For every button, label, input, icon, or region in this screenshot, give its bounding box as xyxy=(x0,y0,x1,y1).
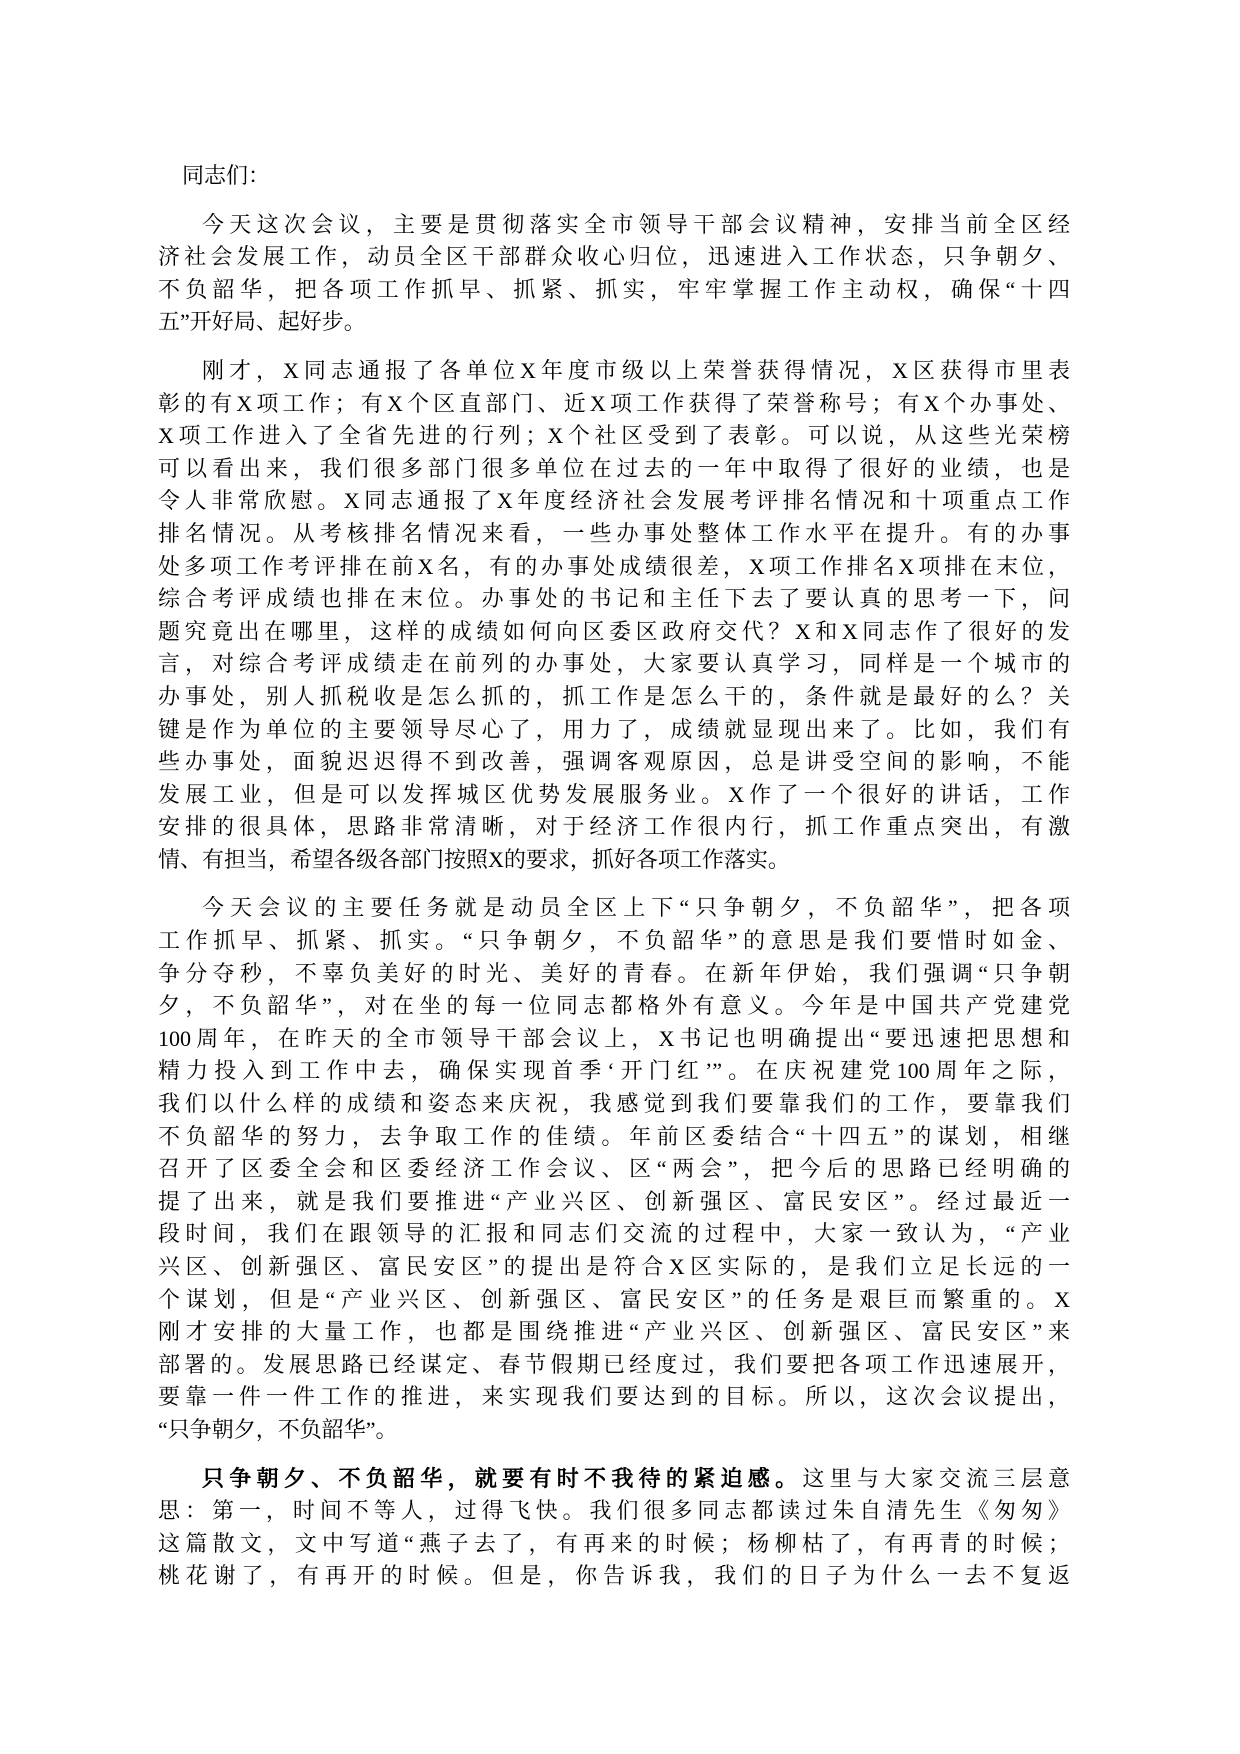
text-line: 这篇散文，文中写道“燕子去了，有再来的时候；杨柳枯了，有再青的时候； xyxy=(158,1530,1070,1556)
text-line: 彰的有X项工作；有X个区直部门、近X项工作获得了荣誉称号；有X个办事处、 xyxy=(158,390,1070,416)
text-line: 五”开好局、起好步。 xyxy=(158,309,366,335)
text-line: 争分夺秒，不辜负美好的时光、美好的青春。在新年伊始，我们强调“只争朝 xyxy=(158,960,1070,986)
text-line: 济社会发展工作，动员全区干部群众收心归位，迅速进入工作状态，只争朝夕、 xyxy=(158,244,1070,270)
text-line: 召开了区委全会和区委经济工作会议、区“两会”，把今后的思路已经明确的 xyxy=(158,1156,1070,1182)
text-line: 部署的。发展思路已经谋定、春节假期已经度过，我们要把各项工作迅速展开， xyxy=(158,1351,1070,1377)
text-line: 办事处，别人抓税收是怎么抓的，抓工作是怎么干的，条件就是最好的么？关 xyxy=(158,683,1070,709)
text-line: 情、有担当，希望各级各部门按照X的要求，抓好各项工作落实。 xyxy=(158,846,790,872)
text-line: 段时间，我们在跟领导的汇报和同志们交流的过程中，大家一致认为，“产业 xyxy=(158,1221,1070,1247)
text-line: 处多项工作考评排在前X名，有的办事处成绩很差，X项工作排名X项排在末位， xyxy=(158,553,1070,579)
text-line: 要靠一件一件工作的推进，来实现我们要达到的目标。所以，这次会议提出， xyxy=(158,1384,1070,1410)
bold-lead-text: 只争朝夕、不负韶华，就要有时不我待的紧迫感。 xyxy=(202,1465,803,1491)
document-body xyxy=(158,160,1070,1593)
text-line: 夕，不负韶华”，对在坐的每一位同志都格外有意义。今年是中国共产党建党 xyxy=(158,993,1070,1019)
text-line: 排名情况。从考核排名情况来看，一些办事处整体工作水平在提升。有的办事 xyxy=(158,520,1070,546)
text-line: 键是作为单位的主要领导尽心了，用力了，成绩就显现出来了。比如，我们有 xyxy=(158,716,1070,742)
text-line: “只争朝夕，不负韶华”。 xyxy=(158,1416,398,1442)
paragraph xyxy=(158,1463,1070,1593)
text-line: 思：第一，时间不等人，过得飞快。我们很多同志都读过朱自清先生《匆匆》 xyxy=(158,1498,1070,1524)
text-line: 刚才，X同志通报了各单位X年度市级以上荣誉获得情况，X区获得市里表 xyxy=(202,357,1070,383)
text-line: 只争朝夕、不负韶华，就要有时不我待的紧迫感。这里与大家交流三层意 xyxy=(202,1465,1070,1491)
paragraph xyxy=(158,892,1070,1446)
text-line: 今天这次会议，主要是贯彻落实全市领导干部会议精神，安排当前全区经 xyxy=(202,211,1070,237)
text-line: 今天会议的主要任务就是动员全区上下“只争朝夕，不负韶华”，把各项 xyxy=(202,895,1070,921)
text-line: 不负韶华，把各项工作抓早、抓紧、抓实，牢牢掌握工作主动权，确保“十四 xyxy=(158,276,1070,302)
text-line: X项工作进入了全省先进的行列；X个社区受到了表彰。可以说，从这些光荣榜 xyxy=(158,423,1070,449)
text-line: 提了出来，就是我们要推进“产业兴区、创新强区、富民安区”。经过最近一 xyxy=(158,1188,1070,1214)
text-line: 令人非常欣慰。X同志通报了X年度经济社会发展考评排名情况和十项重点工作 xyxy=(158,488,1070,514)
text-line: 刚才安排的大量工作，也都是围绕推进“产业兴区、创新强区、富民安区”来 xyxy=(158,1319,1070,1345)
text-line: 发展工业，但是可以发挥城区优势发展服务业。X作了一个很好的讲话，工作 xyxy=(158,781,1070,807)
text-line: 言，对综合考评成绩走在前列的办事处，大家要认真学习，同样是一个城市的 xyxy=(158,651,1070,677)
text-line: 工作抓早、抓紧、抓实。“只争朝夕，不负韶华”的意思是我们要惜时如金、 xyxy=(158,928,1070,954)
text-line: 个谋划，但是“产业兴区、创新强区、富民安区”的任务是艰巨而繁重的。X xyxy=(158,1286,1070,1312)
paragraph xyxy=(158,355,1070,877)
text-line: 100周年，在昨天的全市领导干部会议上，X书记也明确提出“要迅速把思想和 xyxy=(158,1025,1070,1051)
text-line: 综合考评成绩也排在末位。办事处的书记和主任下去了要认真的思考一下，问 xyxy=(158,586,1070,612)
text-line: 可以看出来，我们很多部门很多单位在过去的一年中取得了很好的业绩，也是 xyxy=(158,455,1070,481)
text-line: 不负韶华的努力，去争取工作的佳绩。年前区委结合“十四五”的谋划，相继 xyxy=(158,1123,1070,1149)
text-line: 题究竟出在哪里，这样的成绩如何向区委区政府交代？X和X同志作了很好的发 xyxy=(158,618,1070,644)
text-line: 安排的很具体，思路非常清晰，对于经济工作很内行，抓工作重点突出，有激 xyxy=(158,814,1070,840)
text-line: 桃花谢了，有再开的时候。但是，你告诉我，我们的日子为什么一去不复返 xyxy=(158,1563,1070,1589)
text-line: 些办事处，面貌迟迟得不到改善，强调客观原因，总是讲受空间的影响，不能 xyxy=(158,749,1070,775)
text-line: 精力投入到工作中去，确保实现首季‘开门红’”。在庆祝建党100周年之际， xyxy=(158,1058,1070,1084)
salutation: 同志们： xyxy=(182,163,271,188)
text-line: 我们以什么样的成绩和姿态来庆祝，我感觉到我们要靠我们的工作，要靠我们 xyxy=(158,1091,1070,1117)
paragraph xyxy=(158,209,1070,339)
text-line: 兴区、创新强区、富民安区”的提出是符合X区实际的，是我们立足长远的一 xyxy=(158,1254,1070,1279)
